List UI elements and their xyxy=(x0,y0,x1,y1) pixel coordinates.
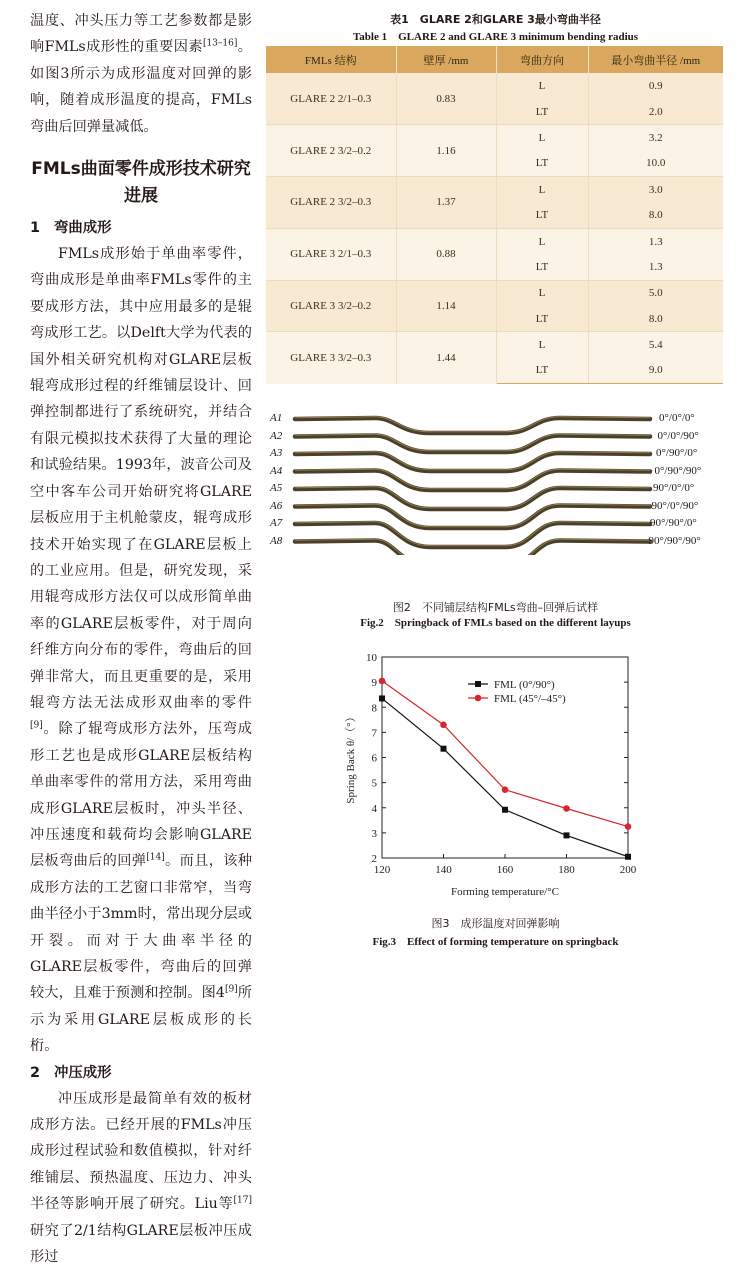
intro-paragraph: 温度、冲头压力等工艺参数都是影响FMLs成形性的重要因素[13–16]。如图3所示为成形温度对回弹的影响，随着成形温度的提高，FMLs弯曲后回弹量减低。 xyxy=(30,13,252,135)
specimen-label: A1 xyxy=(270,412,283,424)
legend-label: FML (45°/–45°) xyxy=(494,693,566,705)
specimen-label: A2 xyxy=(270,429,283,442)
cell-direction: L xyxy=(496,332,588,358)
specimen-label: A6 xyxy=(270,499,283,512)
cell-direction: LT xyxy=(496,358,588,384)
header-min-radius: 最小弯曲半径 /mm xyxy=(588,46,723,73)
data-point xyxy=(502,807,508,813)
specimen-strip xyxy=(295,418,650,433)
cell-radius: 8.0 xyxy=(588,306,723,332)
data-point xyxy=(625,854,631,860)
subsection-title-bending: 1 弯曲成形 xyxy=(30,220,112,237)
cell-radius: 5.4 xyxy=(588,332,723,358)
x-tick-label: 140 xyxy=(435,864,452,876)
x-tick-label: 160 xyxy=(496,864,514,876)
cell-direction: L xyxy=(496,228,588,254)
cell-thickness: 1.37 xyxy=(396,177,496,229)
y-tick-label: 8 xyxy=(371,702,377,715)
y-tick-label: 4 xyxy=(371,802,377,815)
cell-radius: 3.0 xyxy=(588,177,723,203)
left-text-column xyxy=(30,8,252,1270)
cell-radius: 0.9 xyxy=(588,73,723,99)
data-point xyxy=(379,695,385,701)
specimen-strip xyxy=(295,436,650,453)
cell-direction: L xyxy=(496,125,588,151)
cell-radius: 3.2 xyxy=(588,125,723,151)
cell-thickness: 1.44 xyxy=(396,332,496,384)
fig3-caption-cn: 图3 成形温度对回弹影响 xyxy=(431,917,560,930)
springback-specimens-figure xyxy=(270,405,730,555)
layup-label: 0°/90°/90° xyxy=(654,464,702,477)
data-point xyxy=(441,746,447,752)
layup-label: 90°/0°/90° xyxy=(651,499,699,512)
cell-structure: GLARE 2 2/1–0.3 xyxy=(266,73,396,125)
cell-radius: 5.0 xyxy=(588,280,723,306)
table-row xyxy=(266,73,723,99)
table-header-row xyxy=(266,46,723,73)
cell-direction: LT xyxy=(496,254,588,280)
data-point xyxy=(379,678,386,685)
layup-label: 0°/0°/0° xyxy=(659,412,695,424)
series-line xyxy=(382,698,628,856)
specimen-label: A4 xyxy=(270,464,283,477)
fig3-caption-en: Fig.3 Effect of forming temperature on springback xyxy=(372,936,619,948)
data-point xyxy=(564,832,570,838)
y-tick-label: 6 xyxy=(371,752,377,765)
layup-label: 0°/0°/90° xyxy=(657,429,699,442)
cell-direction: LT xyxy=(496,202,588,228)
legend-marker xyxy=(475,681,481,687)
cell-radius: 10.0 xyxy=(588,151,723,177)
specimen-label: A3 xyxy=(270,447,283,459)
data-point xyxy=(440,722,447,729)
table-caption-cn: 表1 GLARE 2和GLARE 3最小弯曲半径 xyxy=(390,13,601,26)
header-structure: FMLs 结构 xyxy=(266,46,396,73)
cell-direction: LT xyxy=(496,306,588,332)
cell-structure: GLARE 2 3/2–0.2 xyxy=(266,125,396,177)
cell-thickness: 0.88 xyxy=(396,228,496,280)
specimen-label: A5 xyxy=(270,482,283,494)
citation: [13–16] xyxy=(202,38,238,49)
data-point xyxy=(625,823,632,830)
cell-thickness: 1.16 xyxy=(396,125,496,177)
cell-direction: LT xyxy=(496,99,588,125)
stamping-paragraph: 冲压成形是最简单有效的板材成形方法。已经开展的FMLs冲压成形过程试验和数值模拟，针对纤维铺层、预热温度、压边力、冲头半径等影响开展了研究。Liu等[17]研究了2/1结构GLARE层板冲压成形过 xyxy=(30,1090,252,1266)
layup-label: 90°/0°/0° xyxy=(653,482,695,494)
cell-direction: L xyxy=(496,177,588,203)
x-tick-label: 180 xyxy=(558,864,575,876)
subsection-title-stamping: 2 冲压成形 xyxy=(30,1064,112,1081)
layup-label: 0°/90°/0° xyxy=(656,447,698,459)
cell-structure: GLARE 3 3/2–0.2 xyxy=(266,280,396,332)
cell-structure: GLARE 2 3/2–0.3 xyxy=(266,177,396,229)
legend-marker xyxy=(475,695,482,702)
cell-radius: 1.3 xyxy=(588,254,723,280)
specimen-label: A7 xyxy=(270,517,283,529)
cell-direction: L xyxy=(496,280,588,306)
bending-radius-table xyxy=(266,46,723,384)
legend-label: FML (0°/90°) xyxy=(494,679,555,691)
specimen-strip xyxy=(295,453,650,471)
cell-structure: GLARE 3 2/1–0.3 xyxy=(266,228,396,280)
x-tick-label: 120 xyxy=(373,864,391,876)
cell-direction: LT xyxy=(496,151,588,177)
y-tick-label: 7 xyxy=(371,727,377,740)
specimen-label: A8 xyxy=(270,534,283,547)
data-point xyxy=(502,786,509,793)
layup-label: 90°/90°/0° xyxy=(650,517,697,529)
header-thickness: 壁厚 /mm xyxy=(396,46,496,73)
y-tick-label: 2 xyxy=(371,853,377,865)
data-point xyxy=(563,805,570,812)
table-row xyxy=(266,177,723,203)
x-tick-label: 200 xyxy=(619,864,637,876)
cell-structure: GLARE 3 3/2–0.3 xyxy=(266,332,396,384)
cell-radius: 9.0 xyxy=(588,358,723,384)
table-row xyxy=(266,125,723,151)
y-tick-label: 3 xyxy=(371,827,377,840)
cell-radius: 1.3 xyxy=(588,228,723,254)
y-tick-label: 10 xyxy=(366,652,377,664)
cell-thickness: 0.83 xyxy=(396,73,496,125)
y-axis-label: Spring Back θ/（°） xyxy=(345,711,357,804)
table-caption-en: Table 1 GLARE 2 and GLARE 3 minimum bending radius xyxy=(352,31,639,43)
cell-radius: 8.0 xyxy=(588,202,723,228)
springback-line-chart xyxy=(330,640,660,905)
header-direction: 弯曲方向 xyxy=(496,46,588,73)
fig2-caption-en: Fig.2 Springback of FMLs based on the different layups xyxy=(360,617,631,629)
table-row xyxy=(266,332,723,358)
y-tick-label: 9 xyxy=(371,677,377,690)
specimen-strips-svg xyxy=(270,405,730,555)
cell-direction: L xyxy=(496,73,588,99)
x-axis-label: Forming temperature/°C xyxy=(451,886,559,898)
table-row xyxy=(266,280,723,306)
cell-thickness: 1.14 xyxy=(396,280,496,332)
bending-paragraph: FMLs成形始于单曲率零件，弯曲成形是单曲率FMLs零件的主要成形方法，其中应用最多的是辊弯成形工艺。以Delft大学为代表的国外相关研究机构对GLARE层板辊弯成形过程的纤维铺层设计、回弹控制都进行了系统研究，并结合有限元模拟技术获得了大量的理论和试验结果。1993年，波音公司及空中客车公司开始研究将GLARE层板应用于主机舱蒙皮，辊弯成形技术开始实现了在GLARE层板上的工业应用。但是，研究发现，采用辊弯成形方法仅可以成形简单曲率的GLARE层板零件，对于周向纤维方向分布的零件，弯曲后的回弹非常大，而且更重要的是，采用辊弯方法无法成形双曲率的零件[9]。除了辊弯成形方法外，压弯成形工艺也是成形GLARE层板结构单曲率零件的常用方法，采用弯曲成形GLARE层板时，冲头半径、冲压速度和载荷均会影响GLARE层板弯曲后的回弹[14]。而且，该种成形方法的工艺窗口非常窄，当弯曲半径小于3mm时，常出现分层或开裂。而对于大曲率半径的GLARE层板零件，弯曲后的回弹较大，且难于预测和控制。图4[9]所示为采用GLARE层板成形的长桁。 xyxy=(30,246,252,1055)
layup-label: 90°/90°/90° xyxy=(648,534,701,547)
cell-radius: 2.0 xyxy=(588,99,723,125)
table-row xyxy=(266,228,723,254)
fig2-caption-cn: 图2 不同铺层结构FMLs弯曲–回弹后试样 xyxy=(392,601,599,614)
y-tick-label: 5 xyxy=(371,777,377,790)
section-title: FMLs曲面零件成形技术研究进展 xyxy=(31,159,251,207)
